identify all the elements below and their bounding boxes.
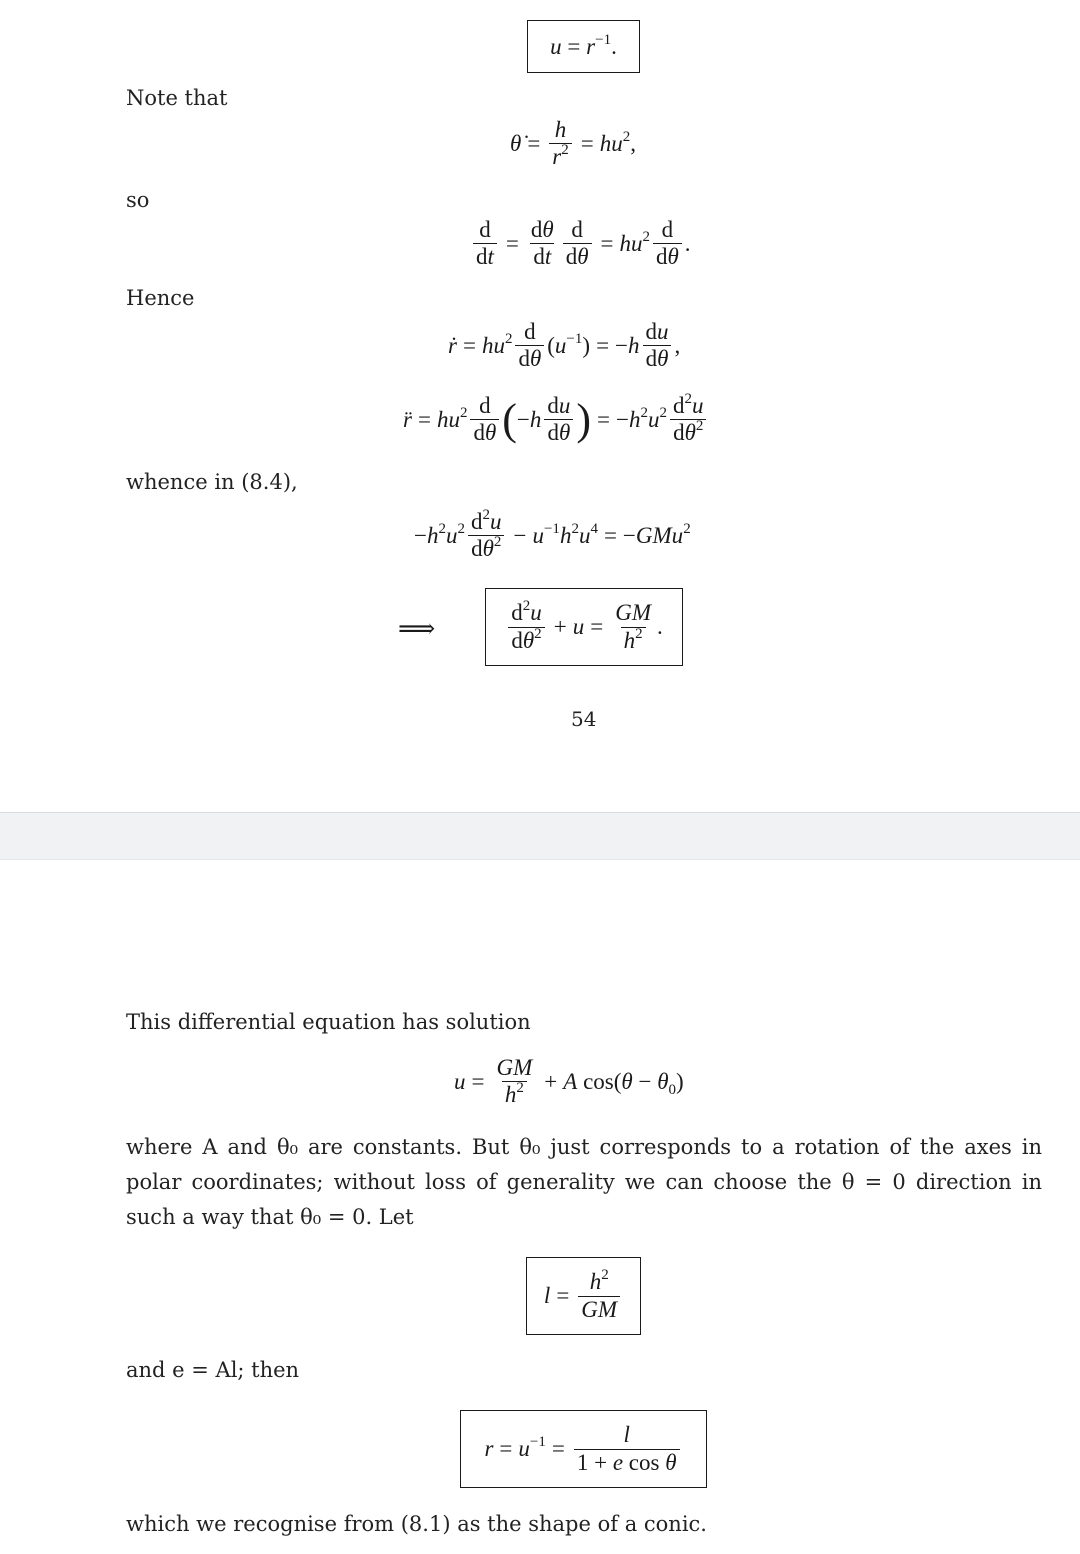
text-solution-intro: This differential equation has solution — [126, 1010, 531, 1034]
equation-conic: r = $u^{-1}$ = $\frac{l}{\text{1 + e cos θ}}$ — [460, 1410, 707, 1488]
text-hence: Hence — [126, 286, 195, 310]
equation-r-ddot: r̈ = $hu^2$ $\frac{d}{d\theta}$ ( −h $\frac{du}{d\theta}$ ) = $-h^2u^2$ $\frac{d^2u}{d\theta^2}$ — [403, 394, 710, 445]
equation-general-solution: u = $\frac{GM}{h^2}$ + A $\cos(\theta - \theta_0)$ — [454, 1055, 684, 1108]
text-note-that: Note that — [126, 86, 228, 110]
equation-substituted: $-h^2u^2$ $\frac{d^2u}{d\theta^2}$ − $u^{-1}h^2u^4$ = −GMu$^2$ — [414, 507, 691, 562]
page-55 — [0, 860, 1080, 1554]
text-conclusion: which we recognise from (8.1) as the shape of a conic. — [126, 1512, 707, 1536]
text-and-e: and e = Al; then — [126, 1358, 300, 1382]
equation-l-definition: l = $\frac{h^2}{GM}$ — [526, 1257, 641, 1335]
equation-theta-dot: θ̇ = $\frac{h}{r^2}$ = $hu^2$, — [510, 117, 636, 170]
page-number: 54 — [571, 707, 597, 731]
text-whence: whence in (8.4), — [126, 470, 298, 494]
equation-r-dot: ṙ = $hu^2$ $\frac{d}{d\theta}$ $(u^{-1})$ = −h $\frac{du}{d\theta}$ , — [448, 319, 681, 372]
page-separator — [0, 812, 1080, 860]
equation-d-dt: $\frac{d}{dt}$ = $\frac{d\theta}{dt}$ $\frac{d}{d\theta}$ = $hu^2$ $\frac{d}{d\theta}$ . — [470, 218, 691, 269]
text-constants-paragraph: where A and θ₀ are constants. But θ₀ just corresponds to a rotation of the axes in polar coordinates; without loss of generality we can choose the θ = 0 direction in such a way that θ₀ = 0. Let — [126, 1135, 1042, 1229]
implies-arrow: ⟹ — [398, 614, 436, 643]
text-so: so — [126, 188, 150, 212]
equation-binet: $\frac{d^2u}{d\theta^2}$ + u = $\frac{GM}{h^2}$ . — [485, 588, 683, 666]
equation-u-definition: $u = r^{-1}$. — [527, 20, 640, 73]
